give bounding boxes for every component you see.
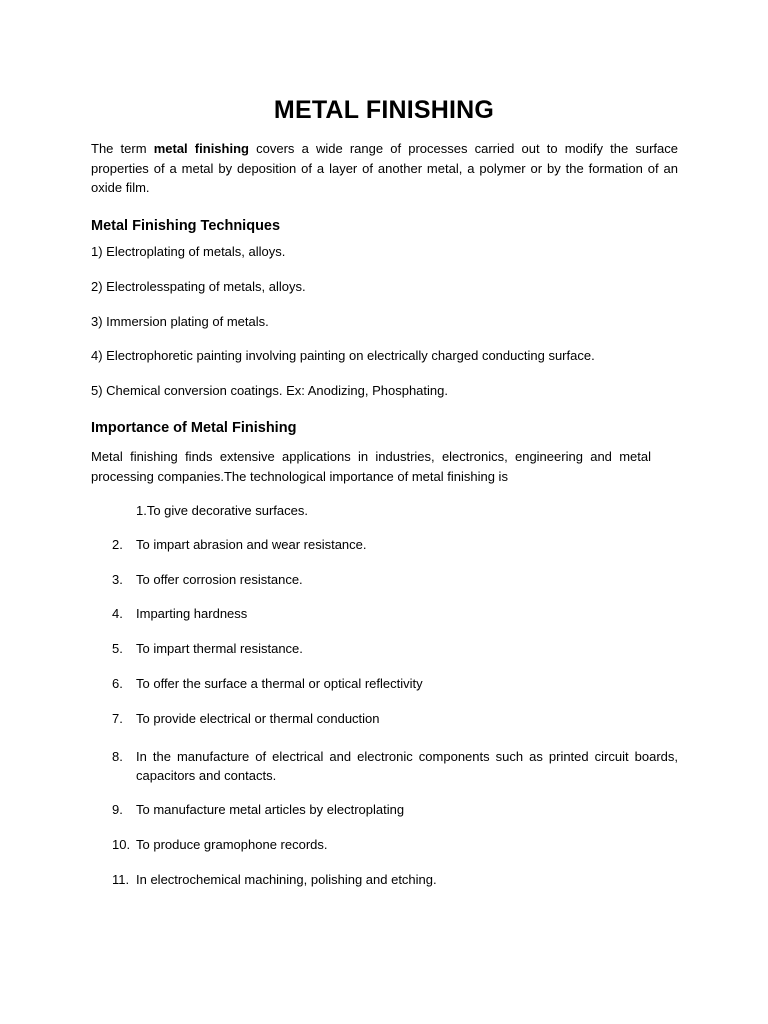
list-text: To offer the surface a thermal or optical reflectivity (136, 676, 423, 691)
list-number: 2. (112, 537, 123, 552)
technique-item: 5) Chemical conversion coatings. Ex: Anodizing, Phosphating. (91, 383, 448, 398)
importance-list-item: 1.To give decorative surfaces. (136, 503, 308, 518)
list-number: 11. (112, 872, 130, 887)
intro-bold-term: metal finishing (153, 141, 249, 156)
list-text: To impart abrasion and wear resistance. (136, 537, 367, 552)
list-text: In the manufacture of electrical and electronic components such as printed circuit boards, capacitors and contacts. (136, 749, 678, 783)
list-text: Imparting hardness (136, 606, 248, 621)
list-number: 8. (112, 749, 123, 764)
list-number: 3. (112, 572, 123, 587)
list-text: To provide electrical or thermal conduction (136, 711, 380, 726)
list-number: 5. (112, 641, 123, 656)
list-number: 7. (112, 711, 123, 726)
list-text: To offer corrosion resistance. (136, 572, 303, 587)
intro-paragraph (91, 139, 678, 198)
list-text: In electrochemical machining, polishing and etching. (136, 872, 437, 887)
technique-item: 2) Electrolesspating of metals, alloys. (91, 279, 306, 294)
techniques-heading: Metal Finishing Techniques (91, 218, 281, 234)
intro-text-before: The term (91, 141, 154, 156)
importance-paragraph: Metal finishing finds extensive applications in industries, electronics, engineering and metal processing companies.The technological importance of metal finishing is (91, 449, 651, 484)
intro-text-after: covers a wide range of processes carried out to modify the surface properties of a metal by deposition of a layer of another metal, a polymer or by the formation of an oxide film. (91, 141, 679, 195)
list-number: 4. (112, 606, 123, 621)
page-title: METAL FINISHING (273, 96, 495, 124)
importance-heading: Importance of Metal Finishing (91, 420, 297, 436)
list-text: To impart thermal resistance. (136, 641, 303, 656)
list-number: 9. (112, 802, 123, 817)
list-text: To produce gramophone records. (136, 837, 328, 852)
list-text: To manufacture metal articles by electroplating (136, 802, 405, 817)
list-number: 6. (112, 676, 123, 691)
list-number: 10. (112, 837, 131, 852)
technique-item: 1) Electroplating of metals, alloys. (91, 244, 286, 259)
technique-item: 4) Electrophoretic painting involving painting on electrically charged conducting surface. (91, 348, 595, 363)
technique-item: 3) Immersion plating of metals. (91, 314, 269, 329)
